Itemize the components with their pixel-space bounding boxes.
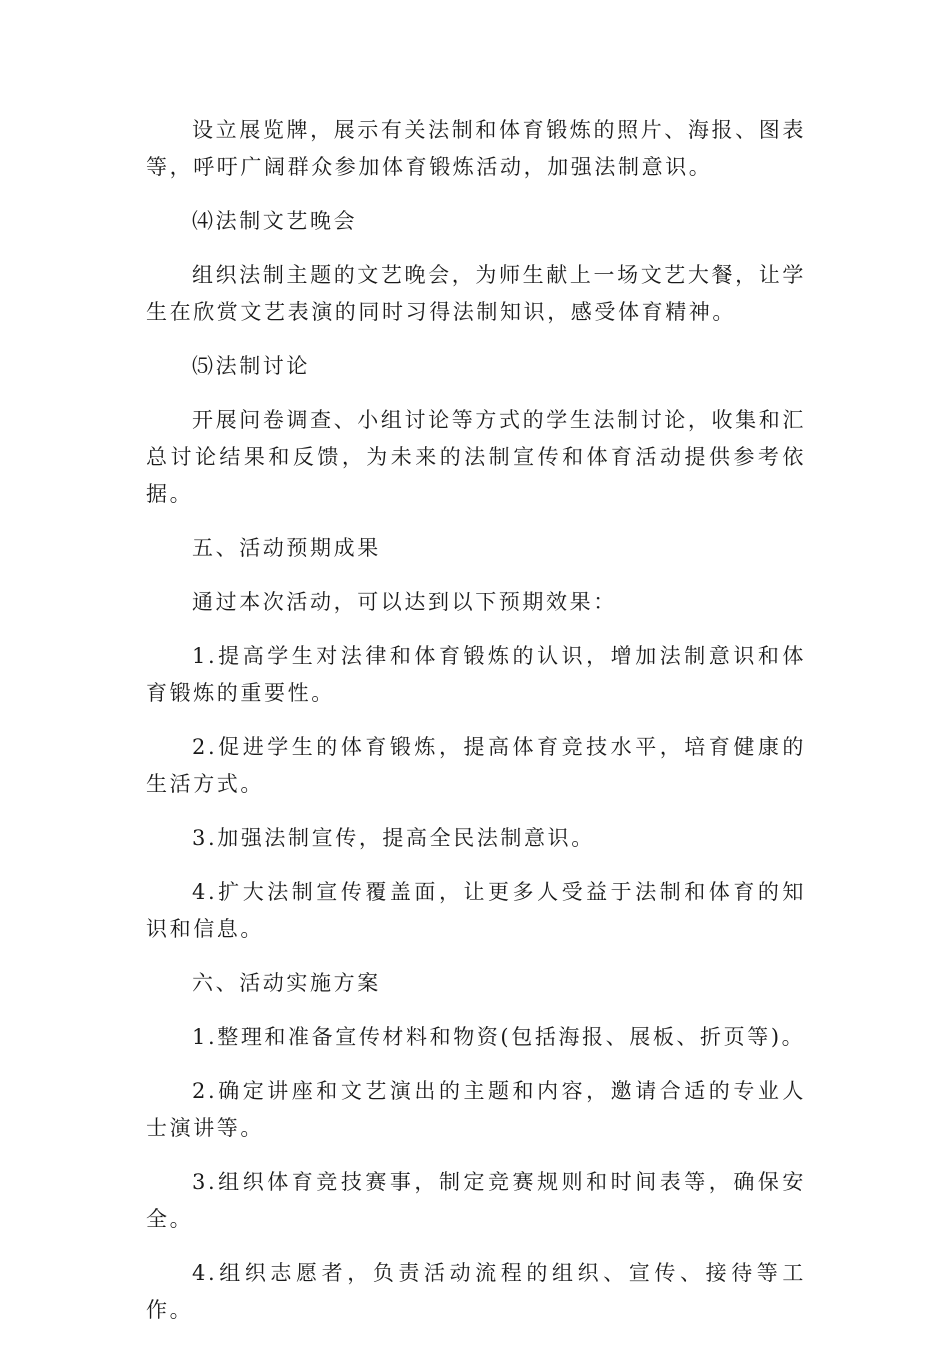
list-item-plan-2: 2.确定讲座和文艺演出的主题和内容，邀请合适的专业人士演讲等。: [146, 1079, 806, 1140]
section-heading-implementation-plan: 六、活动实施方案: [192, 971, 381, 995]
list-item-plan-3: 3.组织体育竞技赛事，制定竞赛规则和时间表等，确保安全。: [146, 1170, 806, 1231]
paragraph-exhibition-boards: 设立展览牌，展示有关法制和体育锻炼的照片、海报、图表等，呼吁广阔群众参加体育锻炼活动，加强法制意识。: [146, 118, 806, 179]
list-item-plan-1: 1.整理和准备宣传材料和物资(包括海报、展板、折页等)。: [192, 1025, 806, 1049]
list-item-expected-2: 2.促进学生的体育锻炼，提高体育竞技水平，培育健康的生活方式。: [146, 735, 806, 796]
paragraph-discussion: 开展问卷调查、小组讨论等方式的学生法制讨论，收集和汇总讨论结果和反馈，为未来的法制宣传和体育活动提供参考依据。: [146, 408, 806, 506]
paragraph-art-evening: 组织法制主题的文艺晚会，为师生献上一场文艺大餐，让学生在欣赏文艺表演的同时习得法制知识，感受体育精神。: [146, 263, 806, 324]
list-item-expected-3: 3.加强法制宣传，提高全民法制意识。: [192, 826, 595, 850]
section-heading-expected-results: 五、活动预期成果: [192, 536, 381, 560]
subheading-legal-discussion: ⑸法制讨论: [192, 354, 310, 378]
subheading-legal-art-evening: ⑷法制文艺晚会: [192, 209, 358, 233]
list-item-expected-1: 1.提高学生对法律和体育锻炼的认识，增加法制意识和体育锻炼的重要性。: [146, 644, 806, 705]
paragraph-expected-intro: 通过本次活动，可以达到以下预期效果：: [192, 590, 617, 614]
list-item-plan-4: 4.组织志愿者，负责活动流程的组织、宣传、接待等工作。: [146, 1261, 806, 1322]
document-body: [146, 112, 806, 1346]
list-item-expected-4: 4.扩大法制宣传覆盖面，让更多人受益于法制和体育的知识和信息。: [146, 880, 806, 941]
